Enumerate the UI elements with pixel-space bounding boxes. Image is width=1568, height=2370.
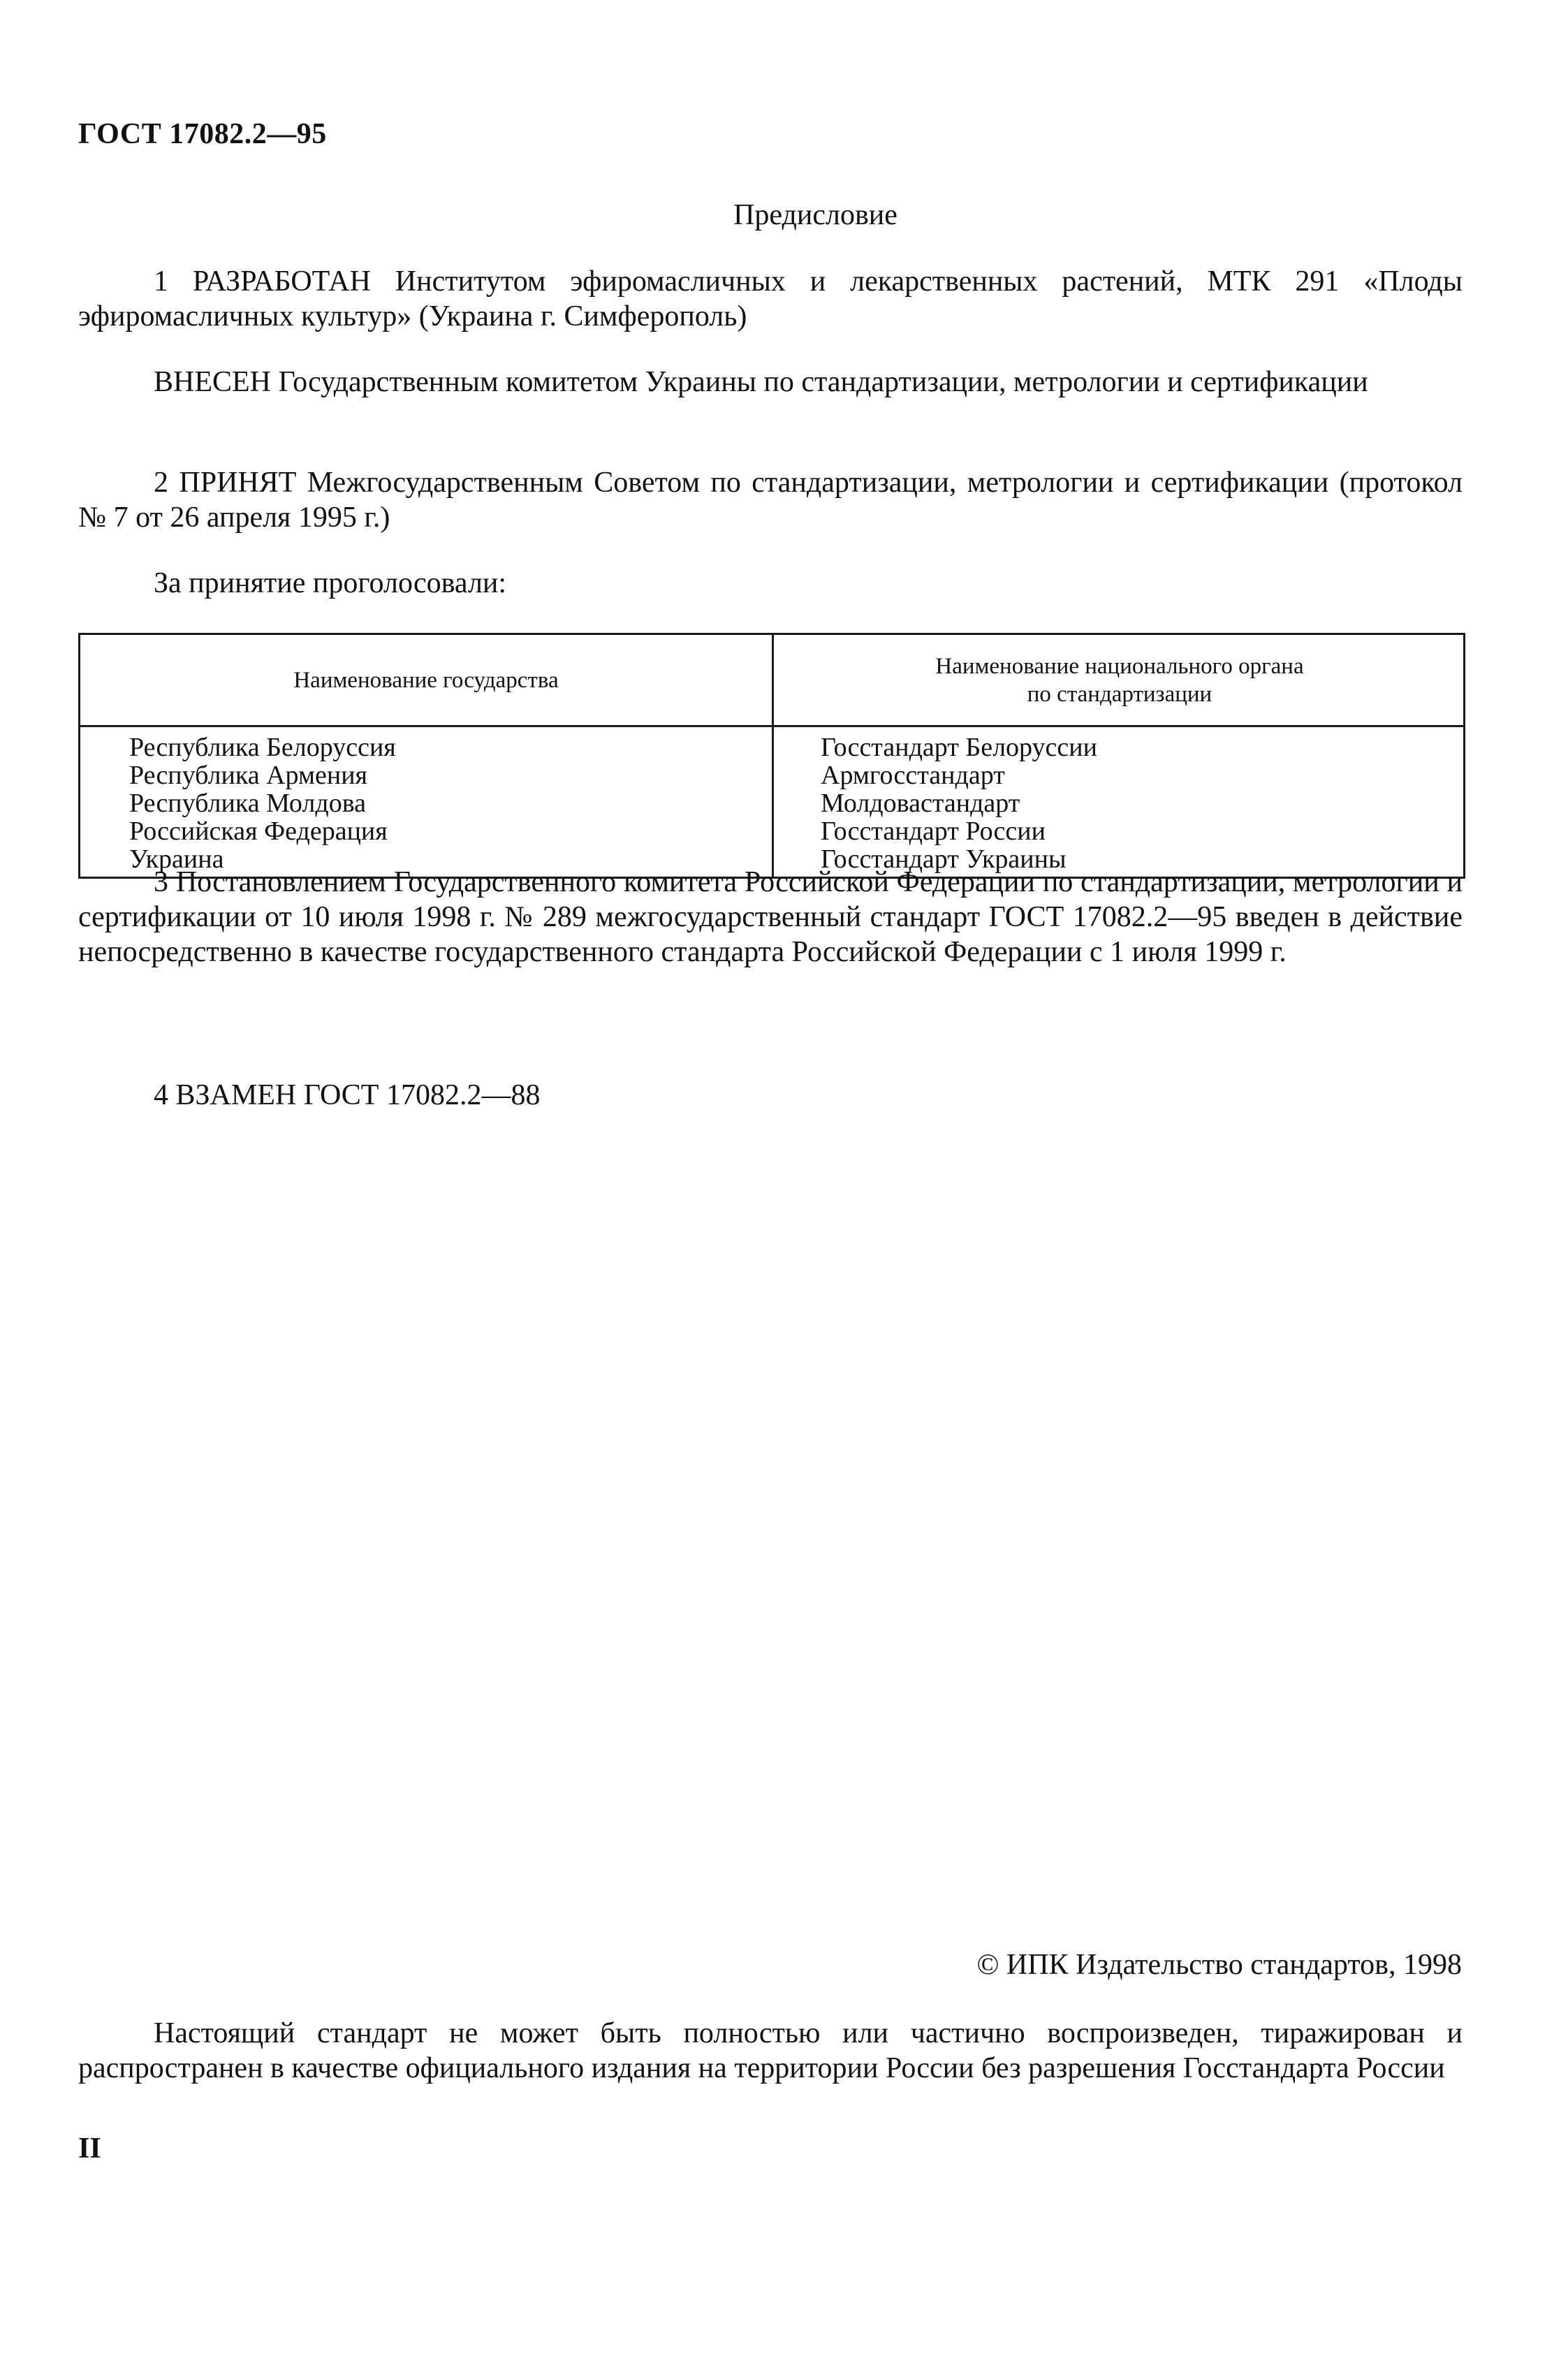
table-header-divider — [80, 725, 1463, 727]
table-cell-state: Республика Белоруссия — [129, 733, 396, 762]
standards-body-list — [821, 733, 1097, 873]
paragraph-text: 3 Постановлением Государственного комитета Российской Федерации по стандартизации, метрологии и сертификации от 10 июля 1998 г. № 289 межгосударственный стандарт ГОСТ 17082.2—95 введен в действие непосредственно в качестве государственного стандарта Российской Федерации с 1 июля 1999 г. — [78, 866, 1463, 968]
table-header-line: по стандартизации — [1027, 681, 1212, 707]
paragraph-text: 2 ПРИНЯТ Межгосударственным Советом по стандартизации, метрологии и сертификации (протокол № 7 от 26 апреля 1995 г.) — [78, 467, 1463, 534]
table-cell-body: Госстандарт Белоруссии — [821, 733, 1097, 762]
paragraph-submitted-by — [78, 365, 1463, 400]
page-number: II — [78, 2133, 101, 2165]
table-cell-body: Госстандарт Украины — [821, 844, 1067, 874]
table-cell-body: Госстандарт России — [821, 817, 1046, 846]
table-cell-state: Российская Федерация — [129, 817, 388, 846]
table-cell-state: Украина — [129, 844, 224, 874]
paragraph-developed-by — [78, 264, 1463, 334]
table-cell-state: Республика Молдова — [129, 789, 367, 818]
table-cell-state: Республика Армения — [129, 761, 368, 790]
reproduction-notice — [78, 2016, 1463, 2086]
notice-text: Настоящий стандарт не может быть полностью или частично воспроизведен, тиражирован и распространен в качестве официального издания на территории России без разрешения Госстандарта России — [78, 2017, 1463, 2084]
copyright-line: © ИПК Издательство стандартов, 1998 — [976, 1949, 1462, 1981]
document-code: ГОСТ 17082.2—95 — [78, 118, 327, 150]
paragraph-voted-for — [78, 566, 1463, 601]
paragraph-text: 4 ВЗАМЕН ГОСТ 17082.2—88 — [154, 1079, 541, 1111]
paragraph-text: ВНЕСЕН Государственным комитетом Украины по стандартизации, метрологии и сертификации — [154, 366, 1368, 398]
table-cell-body: Армгосстандарт — [821, 761, 1005, 790]
table-header-state: Наименование государства — [293, 667, 559, 693]
paragraph-text: 1 РАЗРАБОТАН Институтом эфиромасличных и лекарственных растений, МТК 291 «Плоды эфиромасличных культур» (Украина г. Симферополь) — [78, 265, 1463, 332]
paragraph-enacted — [78, 865, 1463, 970]
state-list — [129, 733, 396, 873]
table-cell-body: Молдовастандарт — [821, 789, 1020, 818]
paragraph-replaces — [78, 1078, 1463, 1113]
voting-table — [78, 633, 1465, 879]
paragraph-text: За принятие проголосовали: — [154, 567, 507, 599]
table-header-line: Наименование национального органа — [935, 653, 1304, 679]
table-header-standards-body — [774, 635, 1465, 725]
paragraph-adopted-by — [78, 465, 1463, 535]
section-title: Предисловие — [733, 199, 897, 231]
